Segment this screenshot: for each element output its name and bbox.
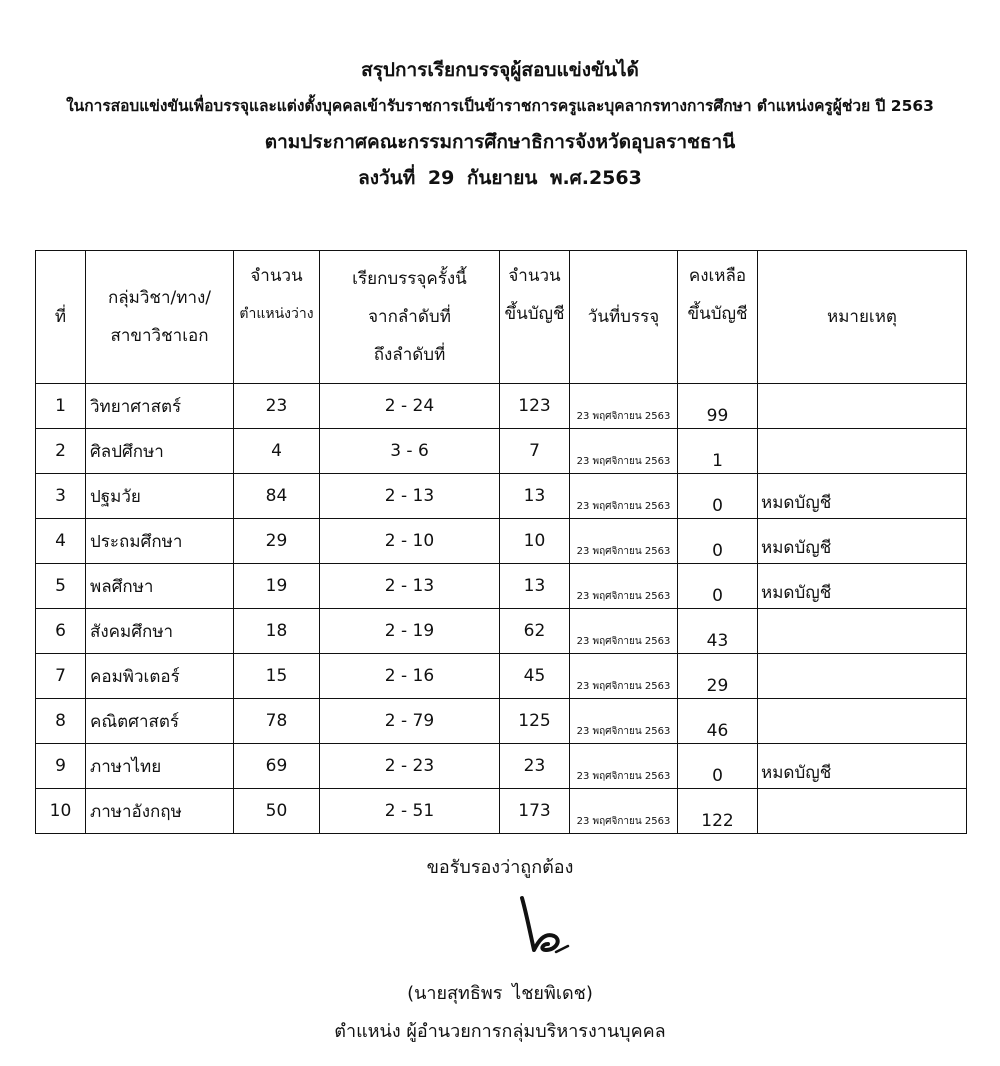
appointment-summary-table [35,250,967,834]
row-vacant: 19 [234,564,320,609]
row-date: 23 พฤศจิกายน 2563 [570,699,678,744]
row-subject: ภาษาอังกฤษ [86,789,234,834]
row-note [758,384,967,429]
row-range: 2 - 23 [320,744,500,789]
row-range: 2 - 79 [320,699,500,744]
row-range: 2 - 10 [320,519,500,564]
row-range: 2 - 19 [320,609,500,654]
row-range: 2 - 24 [320,384,500,429]
header-vacant-line1: จำนวน [250,266,303,286]
row-range: 2 - 16 [320,654,500,699]
signer-name: (นายสุทธิพร ไชยพิเดช) [407,983,593,1004]
row-listed: 13 [500,564,570,609]
document-subtitle: ในการสอบแข่งขันเพื่อบรรจุและแต่งตั้งบุคคลเข้ารับราชการเป็นข้าราชการครูและบุคลากรทางการศึกษา ตำแหน่งครูผู้ช่วย ปี 2563 [66,97,934,115]
signature-mark [508,892,578,962]
row-date: 23 พฤศจิกายน 2563 [570,429,678,474]
row-no: 7 [36,654,86,699]
row-subject: วิทยาศาสตร์ [86,384,234,429]
table-row [36,699,967,744]
row-range: 2 - 13 [320,564,500,609]
row-no: 4 [36,519,86,564]
row-vacant: 29 [234,519,320,564]
row-subject: สังคมศึกษา [86,609,234,654]
row-note: หมดบัญชี [758,744,967,789]
header-subject-line1: กลุ่มวิชา/ทาง/ [107,288,212,308]
table-row [36,609,967,654]
table-row [36,654,967,699]
row-remain: 0 [678,474,758,519]
row-subject: ประถมศึกษา [86,519,234,564]
document-title: สรุปการเรียกบรรจุผู้สอบแข่งขันได้ [361,59,639,81]
header-appoint-date-label: วันที่บรรจุ [587,307,660,327]
header-remain-line2: ขึ้นบัญชี [687,304,748,324]
row-no: 9 [36,744,86,789]
row-no: 8 [36,699,86,744]
signer-position: ตำแหน่ง ผู้อำนวยการกลุ่มบริหารงานบุคคล [334,1021,666,1042]
row-remain: 0 [678,519,758,564]
row-range: 3 - 6 [320,429,500,474]
row-date: 23 พฤศจิกายน 2563 [570,789,678,834]
row-vacant: 50 [234,789,320,834]
row-subject: คณิตศาสตร์ [86,699,234,744]
table-row [36,384,967,429]
row-subject: ภาษาไทย [86,744,234,789]
row-remain: 99 [678,384,758,429]
row-note: หมดบัญชี [758,564,967,609]
row-vacant: 15 [234,654,320,699]
header-note-label: หมายเหตุ [827,307,897,327]
certification-text: ขอรับรองว่าถูกต้อง [426,857,574,878]
row-subject: ปฐมวัย [86,474,234,519]
row-note [758,699,967,744]
row-remain: 46 [678,699,758,744]
header-remain-line1: คงเหลือ [688,266,747,286]
row-subject: คอมพิวเตอร์ [86,654,234,699]
row-remain: 43 [678,609,758,654]
row-range: 2 - 51 [320,789,500,834]
header-remain [678,251,758,384]
row-listed: 23 [500,744,570,789]
row-no: 3 [36,474,86,519]
row-remain: 29 [678,654,758,699]
header-subject-line2: สาขาวิชาเอก [110,326,209,346]
header-listed [500,251,570,384]
header-call-range [320,251,500,384]
header-vacant [234,251,320,384]
header-vacant-line2: ตำแหน่งว่าง [239,306,314,322]
row-date: 23 พฤศจิกายน 2563 [570,384,678,429]
header-listed-line2: ขึ้นบัญชี [504,304,565,324]
header-no [36,251,86,384]
row-listed: 10 [500,519,570,564]
header-call-line2: จากลำดับที่ [368,307,451,327]
row-date: 23 พฤศจิกายน 2563 [570,519,678,564]
row-date: 23 พฤศจิกายน 2563 [570,654,678,699]
table-row [36,564,967,609]
table-row [36,474,967,519]
row-listed: 62 [500,609,570,654]
row-no: 1 [36,384,86,429]
header-note [758,251,967,384]
row-note [758,429,967,474]
row-date: 23 พฤศจิกายน 2563 [570,609,678,654]
row-range: 2 - 13 [320,474,500,519]
table-row [36,429,967,474]
table-row [36,789,967,834]
header-subject [86,251,234,384]
row-note: หมดบัญชี [758,519,967,564]
header-listed-line1: จำนวน [508,266,561,286]
row-note [758,789,967,834]
row-no: 2 [36,429,86,474]
row-date: 23 พฤศจิกายน 2563 [570,744,678,789]
row-vacant: 23 [234,384,320,429]
row-remain: 122 [678,789,758,834]
row-vacant: 78 [234,699,320,744]
row-date: 23 พฤศจิกายน 2563 [570,474,678,519]
announcement-line: ตามประกาศคณะกรรมการศึกษาธิการจังหวัดอุบลราชธานี [264,131,736,153]
row-vacant: 84 [234,474,320,519]
row-note [758,609,967,654]
row-vacant: 4 [234,429,320,474]
row-subject: ศิลปศึกษา [86,429,234,474]
row-listed: 125 [500,699,570,744]
header-call-line1: เรียกบรรจุครั้งนี้ [352,269,467,289]
header-no-label: ที่ [54,307,67,327]
row-remain: 0 [678,744,758,789]
row-listed: 7 [500,429,570,474]
table-row [36,519,967,564]
row-listed: 13 [500,474,570,519]
row-note: หมดบัญชี [758,474,967,519]
document-header [0,52,1000,196]
table-row [36,744,967,789]
header-appoint-date [570,251,678,384]
row-no: 5 [36,564,86,609]
row-no: 10 [36,789,86,834]
row-vacant: 69 [234,744,320,789]
table-header-row [36,251,967,384]
row-listed: 45 [500,654,570,699]
announcement-date: ลงวันที่ 29 กันยายน พ.ศ.2563 [358,167,642,189]
row-no: 6 [36,609,86,654]
row-listed: 173 [500,789,570,834]
row-note [758,654,967,699]
header-call-line3: ถึงลำดับที่ [373,345,446,365]
row-subject: พลศึกษา [86,564,234,609]
row-vacant: 18 [234,609,320,654]
row-remain: 1 [678,429,758,474]
row-date: 23 พฤศจิกายน 2563 [570,564,678,609]
row-listed: 123 [500,384,570,429]
row-remain: 0 [678,564,758,609]
table-body [36,384,967,834]
